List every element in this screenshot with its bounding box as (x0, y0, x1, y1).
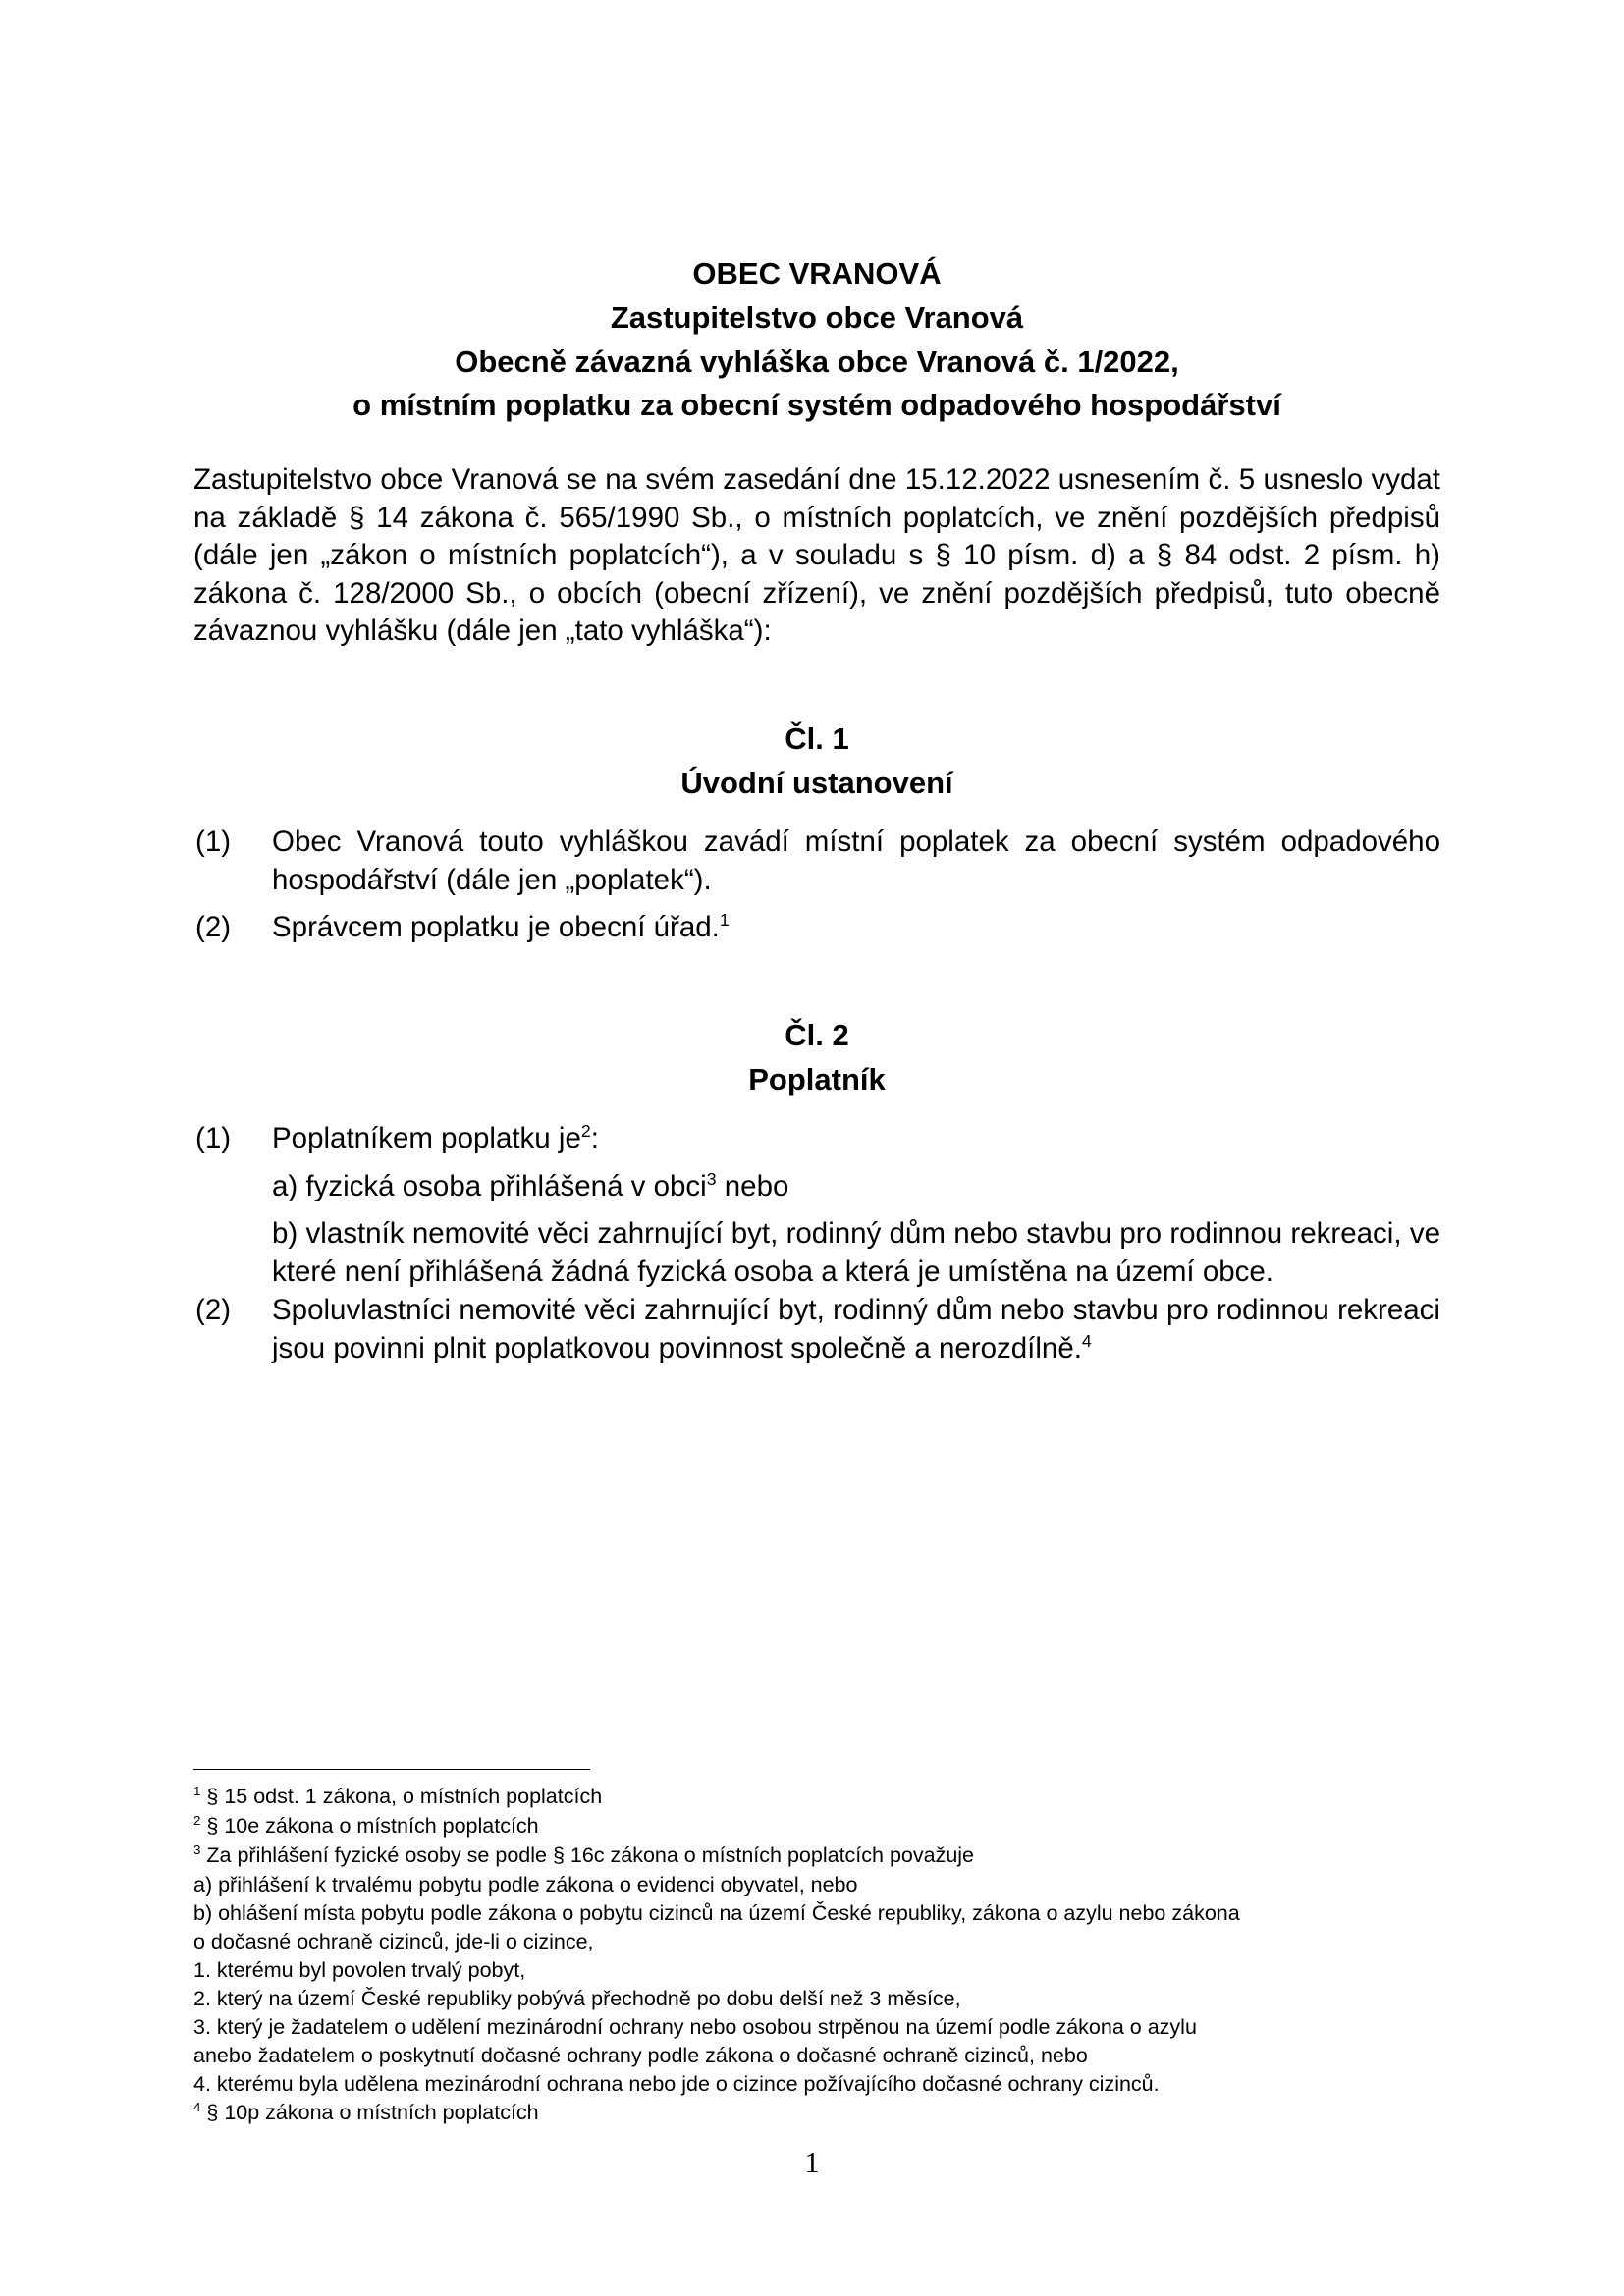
footnote-separator (193, 1769, 590, 1770)
footnote-3-b-line1: b) ohlášení místa pobytu podle zákona o pobytu cizinců na území České republiky, zákona o azylu nebo zákona (193, 1901, 1240, 1925)
footnote-1 (193, 1783, 1460, 1811)
article-2-p2-text: Spoluvlastníci nemovité věci zahrnující byt, rodinný dům nebo stavbu pro rodinnou rekreaci jsou povinni plnit poplatkovou povinnost společně a nerozdílně. (272, 1294, 1440, 1364)
footnote-4 (193, 2099, 1460, 2127)
article-1-p1-number: (1) (195, 826, 232, 858)
article-2-p2 (272, 1292, 1440, 1367)
article-2-p1-colon: : (590, 1122, 599, 1154)
footnote-3-text: Za přihlášení fyzické osoby se podle § 16c zákona o místních poplatcích považuje (200, 1843, 975, 1867)
municipality-name: OBEC VRANOVÁ (692, 256, 942, 291)
ordinance-subject: o místním poplatku za obecní systém odpadového hospodářství (352, 388, 1281, 422)
footnote-ref-1: 1 (719, 910, 730, 931)
footnote-3-item-1: 1. kterému byl povolen trvalý pobyt, (193, 1958, 526, 1982)
footnote-2-mark: 2 (193, 1812, 201, 1828)
footnote-1-text: § 15 odst. 1 zákona, o místních poplatcích (200, 1785, 603, 1808)
footnote-1-mark: 1 (193, 1783, 201, 1798)
article-2-p2-number: (2) (195, 1294, 232, 1326)
footnote-3-item-4: 4. kterému byla udělena mezinárodní ochrana nebo jde o cizince požívajícího dočasné ochrany cizinců. (193, 2072, 1160, 2096)
council-name: Zastupitelstvo obce Vranová (610, 300, 1024, 335)
ordinance-title: Obecně závazná vyhláška obce Vranová č. 1/2022, (455, 345, 1179, 379)
intro-paragraph: Zastupitelstvo obce Vranová se na svém zasedání dne 15.12.2022 usnesením č. 5 usneslo vydat na základě § 14 zákona č. 565/1990 Sb., o místních poplatcích, ve znění pozdějších předpisů (dále jen „zákon o místních poplatcích“), a v souladu s § 10 písm. d) a § 84 odst. 2 písm. h) zákona č. 128/2000 Sb., o obcích (obecní zřízení), ve znění pozdějších předpisů, tuto obecně závaznou vyhlášku (dále jen „tato vyhláška“): (193, 463, 1440, 647)
footnote-ref-4: 4 (1081, 1330, 1092, 1351)
footnote-2-text: § 10e zákona o místních poplatcích (200, 1814, 539, 1838)
article-1-p2-number: (2) (195, 911, 232, 943)
article-2-item-b: b) vlastník nemovité věci zahrnující byt, rodinný dům nebo stavbu pro rodinnou rekreaci, ve které není přihlášená žádná fyzická osoba a která je umístěna na území obce. (272, 1217, 1440, 1288)
article-1-p1: Obec Vranová touto vyhláškou zavádí místní poplatek za obecní systém odpadového hospodářství (dále jen „poplatek“). (272, 826, 1440, 896)
article-2-p1-text: Poplatníkem poplatku je (272, 1122, 581, 1154)
footnote-3-mark: 3 (193, 1842, 201, 1857)
article-2-p1 (272, 1120, 1440, 1158)
footnote-4-text: § 10p zákona o místních poplatcích (200, 2101, 539, 2124)
article-1-number: Čl. 1 (785, 721, 849, 756)
footnote-ref-2: 2 (580, 1121, 591, 1142)
article-2-p1-number: (1) (195, 1122, 232, 1154)
footnote-3-item-2: 2. který na území České republiky pobývá přechodně po dobu delší než 3 měsíce, (193, 1987, 961, 2010)
article-1-title: Úvodní ustanovení (680, 766, 953, 800)
article-2-item-a-suffix: nebo (716, 1170, 789, 1202)
article-2-item-a (272, 1168, 1440, 1206)
footnote-4-mark: 4 (193, 2099, 201, 2114)
article-2-title: Poplatník (748, 1062, 886, 1096)
footnote-3 (193, 1842, 1460, 1870)
footnote-3-a: a) přihlášení k trvalému pobytu podle zákona o evidenci obyvatel, nebo (193, 1873, 858, 1896)
footnote-2 (193, 1812, 1460, 1841)
page-number: 1 (804, 2145, 820, 2179)
article-1-p2 (272, 909, 1440, 947)
footnote-3-b-line2: o dočasné ochraně cizinců, jde-li o cizince, (193, 1930, 594, 1953)
footnote-3-item-3-line1: 3. který je žadatelem o udělení mezinárodní ochrany nebo osobou strpěnou na území podle zákona o azylu (193, 2015, 1197, 2039)
article-2-item-a-text: a) fyzická osoba přihlášená v obci (272, 1170, 707, 1202)
article-2-number: Čl. 2 (785, 1018, 849, 1052)
article-1-p2-text: Správcem poplatku je obecní úřad. (272, 911, 720, 943)
footnote-ref-3: 3 (706, 1169, 717, 1190)
footnote-3-item-3-line2: anebo žadatelem o poskytnutí dočasné ochrany podle zákona o dočasné ochraně cizinců, nebo (193, 2044, 1088, 2067)
